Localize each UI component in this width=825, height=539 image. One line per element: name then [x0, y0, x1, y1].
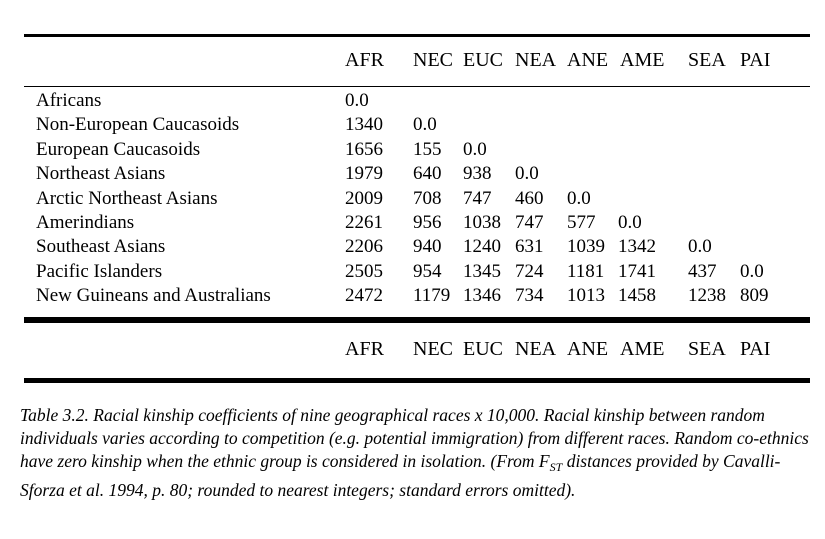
- table-cell: 0.0: [345, 90, 369, 111]
- table-cell: 1342: [618, 236, 656, 258]
- top-column-header-6: SEA: [688, 49, 726, 71]
- bottom-column-header-4: ANE: [567, 338, 609, 360]
- table-cell: 0.0: [463, 138, 487, 160]
- table-bottom-rule: [24, 317, 810, 323]
- table-cell: 1240: [463, 236, 501, 258]
- bottom-column-header-0: AFR: [345, 338, 384, 360]
- table-cell: 809: [740, 285, 769, 307]
- row-label: Southeast Asians: [36, 236, 166, 258]
- header-divider: [24, 86, 810, 87]
- table-caption: [20, 404, 820, 502]
- table-cell: 1656: [345, 138, 383, 160]
- table-cell: 724: [515, 260, 544, 282]
- table-cell: 631: [515, 236, 544, 258]
- table-cell: 1345: [463, 260, 501, 282]
- table-cell: 1039: [567, 236, 605, 258]
- table-cell: 1979: [345, 163, 383, 185]
- top-column-header-5: AME: [620, 49, 665, 71]
- bottom-column-header-1: NEC: [413, 338, 453, 360]
- table-cell: 0.0: [567, 187, 591, 209]
- top-column-header-7: PAI: [740, 49, 771, 71]
- table-cell: 0.0: [515, 163, 539, 185]
- bottom-column-header-6: SEA: [688, 338, 726, 360]
- table-cell: 460: [515, 187, 544, 209]
- row-label: New Guineans and Australians: [36, 285, 271, 307]
- table-cell: 1179: [413, 285, 451, 307]
- table-cell: 2261: [345, 212, 383, 233]
- table-cell: 0.0: [740, 260, 764, 282]
- table-cell: 0.0: [688, 236, 712, 258]
- table-cell: 2505: [345, 260, 383, 282]
- caption-text-1: Table 3.2. Racial kinship coefficients of nine geographical races x 10,000. Racial kinship between random individuals varies according to competition (e.g. potential immigration) from different races. Random co-ethnics have zero kinship when the ethnic group is considered in isolation. (From F: [20, 405, 809, 471]
- table-cell: 155: [413, 138, 442, 160]
- table-cell: 1340: [345, 114, 383, 136]
- table-cell: 1741: [618, 260, 656, 282]
- table-cell: 734: [515, 285, 544, 307]
- table-cell: 956: [413, 212, 442, 233]
- top-column-header-2: EUC: [463, 49, 503, 71]
- table-cell: 1181: [567, 260, 605, 282]
- row-label: Africans: [36, 90, 102, 111]
- top-column-header-1: NEC: [413, 49, 453, 71]
- top-column-header-4: ANE: [567, 49, 609, 71]
- row-label: European Caucasoids: [36, 138, 201, 160]
- row-label: Northeast Asians: [36, 163, 166, 185]
- table-cell: 2472: [345, 285, 383, 307]
- table-cell: 640: [413, 163, 442, 185]
- table-top-rule: [24, 34, 810, 37]
- caption-text-2: distances provided by Cavalli-Sforza et al. 1994, p. 80; rounded to nearest integers; standard errors omitted).: [20, 451, 781, 500]
- top-column-header-3: NEA: [515, 49, 557, 71]
- bottom-column-header-2: EUC: [463, 338, 503, 360]
- table-cell: 954: [413, 260, 442, 282]
- top-column-header-0: AFR: [345, 49, 384, 71]
- row-label: Amerindians: [36, 212, 135, 233]
- table-cell: 2206: [345, 236, 383, 258]
- table-cell: 577: [567, 212, 596, 233]
- table-cell: 747: [515, 212, 544, 233]
- caption-subscript: ST: [549, 460, 563, 474]
- row-label: Arctic Northeast Asians: [36, 187, 218, 209]
- table-cell: 938: [463, 163, 492, 185]
- bottom-column-header-5: AME: [620, 338, 665, 360]
- table-cell: 940: [413, 236, 442, 258]
- table-cell: 747: [463, 187, 492, 209]
- row-label: Pacific Islanders: [36, 260, 163, 282]
- table-cell: 1458: [618, 285, 656, 307]
- bottom-column-header-7: PAI: [740, 338, 771, 360]
- table-cell: 2009: [345, 187, 383, 209]
- table-cell: 1038: [463, 212, 501, 233]
- table-cell: 1238: [688, 285, 726, 307]
- bottom-column-header-3: NEA: [515, 338, 557, 360]
- table-cell: 1346: [463, 285, 501, 307]
- footer-rule: [24, 378, 810, 383]
- table-cell: 0.0: [618, 212, 642, 233]
- row-label: Non-European Caucasoids: [36, 114, 240, 136]
- table-cell: 1013: [567, 285, 605, 307]
- table-cell: 0.0: [413, 114, 437, 136]
- table-cell: 437: [688, 260, 717, 282]
- table-cell: 708: [413, 187, 442, 209]
